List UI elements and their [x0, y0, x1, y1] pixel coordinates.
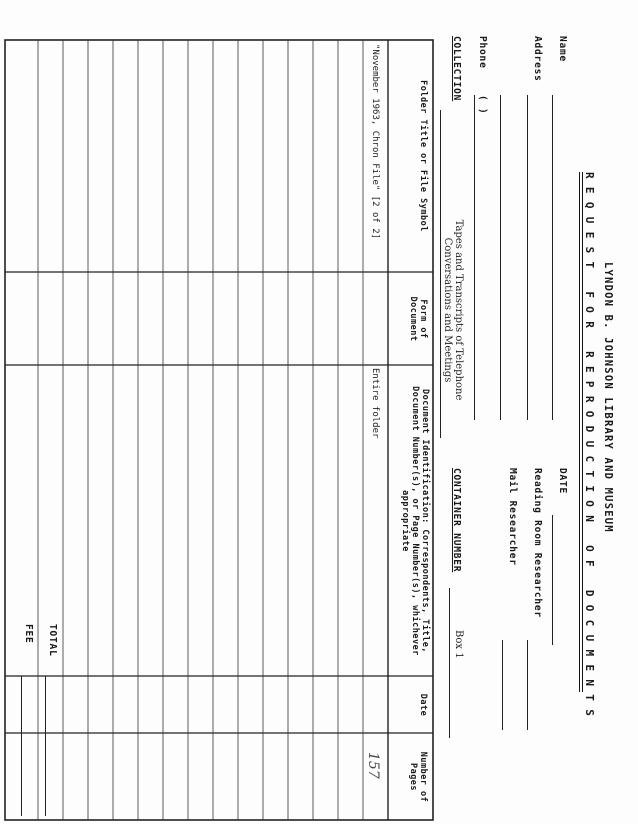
- total-field[interactable]: [45, 676, 46, 816]
- form-title: REQUEST FOR REPRODUCTION OF DOCUMENTS: [583, 172, 596, 725]
- reading-room-label: Reading Room Researcher: [532, 468, 543, 618]
- date-label: DATE: [557, 468, 568, 495]
- address-label: Address: [532, 36, 543, 82]
- col-header-folder-title: Folder Title or File Symbol: [418, 80, 428, 232]
- institution-heading: LYNDON B. JOHNSON LIBRARY AND MUSEUM: [602, 262, 614, 533]
- container-number-value: Box 1: [453, 630, 464, 659]
- col-header-date: Date: [418, 693, 428, 717]
- collection-value: Tapes and Transcripts of Telephone Conversations and Meetings: [442, 219, 464, 401]
- phone-label: Phone: [477, 36, 488, 69]
- fee-field[interactable]: [21, 676, 22, 816]
- row-1-folder-title: "November 1963, Chron File" [2 of 2]: [370, 44, 380, 240]
- col-header-number-of-pages: Number of Pages: [408, 751, 428, 803]
- fee-label: FEE: [23, 624, 34, 644]
- row-1-identification: Entire folder: [370, 368, 380, 439]
- total-label: TOTAL: [47, 624, 58, 657]
- col-header-document-identification: Document Identification: Correspondents, Title, Document Number(s), or Page Number(s), whichever appropriate: [400, 386, 430, 656]
- col-header-form-of-document: Form of Document: [408, 296, 428, 342]
- name-label: Name: [557, 36, 568, 63]
- collection-label: COLLECTION: [451, 36, 462, 102]
- container-number-label: CONTAINER NUMBER: [451, 468, 462, 573]
- row-1-pages: 157: [365, 752, 381, 779]
- mail-researcher-label: Mail Researcher: [507, 468, 518, 566]
- phone-parens: ( ): [477, 95, 488, 115]
